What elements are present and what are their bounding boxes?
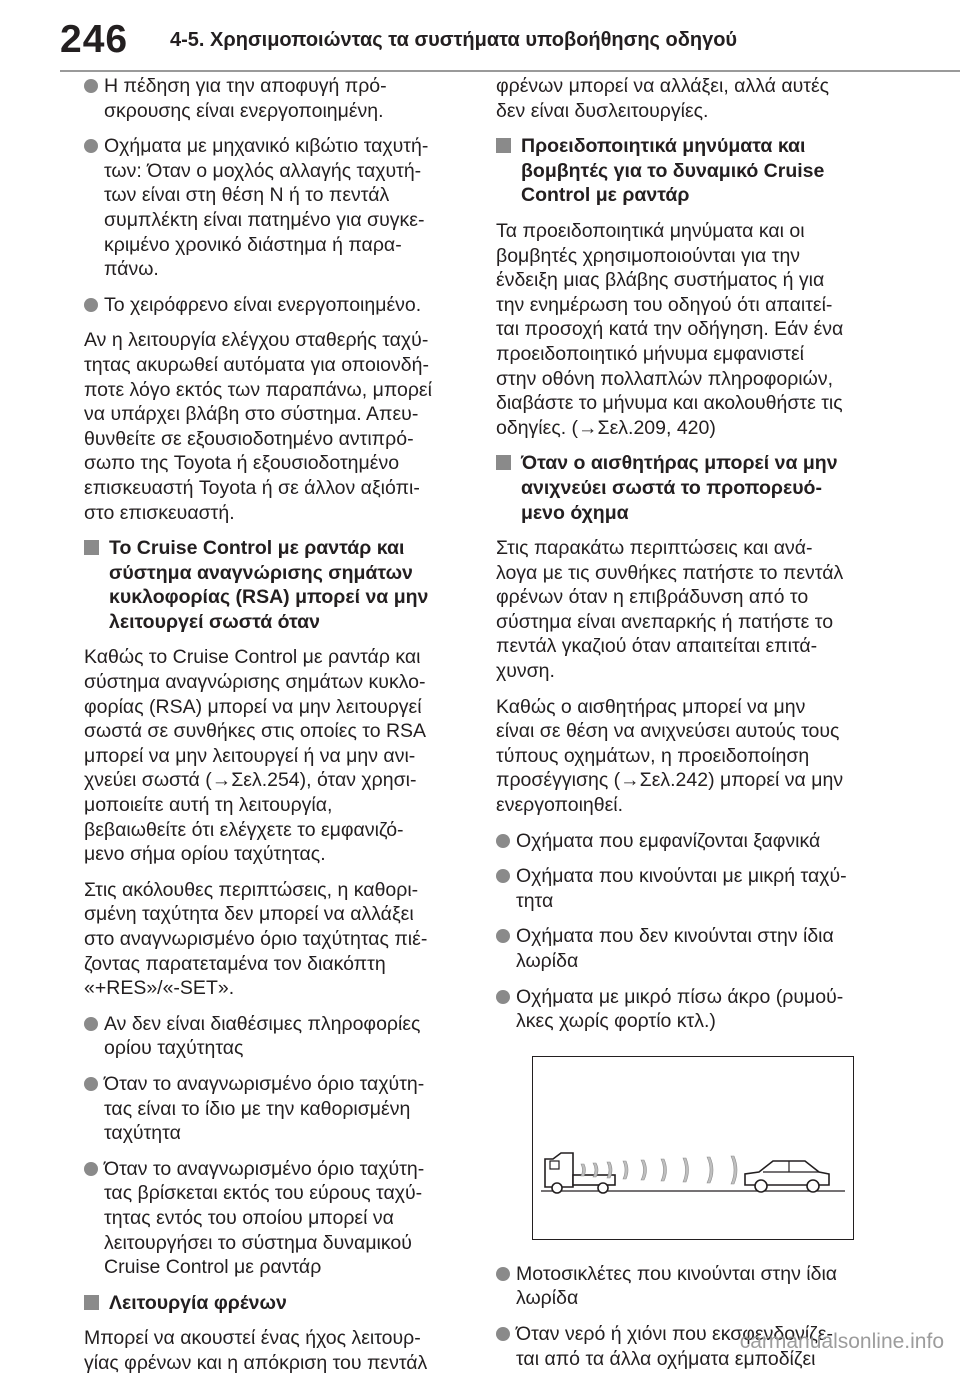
heading-brake-operation: Λειτουργία φρένων bbox=[84, 1291, 460, 1316]
paragraph-brake-sound: Μπορεί να ακουστεί ένας ήχος λειτουρ- γίας φρένων και η απόκριση του πεντάλ bbox=[84, 1327, 428, 1374]
paragraph-set-speed: Στις ακόλουθες περιπτώσεις, η καθορι- σμένη ταχύτητα δεν μπορεί να αλλάξει στο αναγνωρισμένο όριο ταχύτητας πιέ- ζοντας παρατεταμένα τον διακόπτη «+RES»/«-SET». bbox=[84, 878, 428, 1000]
paragraph-approach-warning: Καθώς ο αισθητήρας μπορεί να μην είναι σε θέση να ανιχνεύσει αυτούς τους τύπους οχημάτων, η προειδοποίηση προσέγγισης (→Σελ.242) μπορεί να μην ενεργοποιηθεί. bbox=[496, 695, 844, 817]
bullet-dot-icon bbox=[84, 1017, 98, 1031]
header-divider bbox=[60, 70, 960, 72]
heading-sensor-detection: Όταν ο αισθητήρας μπορεί να μην ανιχνεύει σωστά το προπορευό- μενο όχημα bbox=[496, 451, 872, 525]
heading-rsa: Το Cruise Control με ραντάρ και σύστημα αναγνώρισης σημάτων κυκλοφορίας (RSA) μπορεί να μην λειτουργεί σωστά όταν bbox=[84, 536, 460, 634]
bullet-item: Οχήματα που δεν κινούνται στην ίδια λωρίδα bbox=[496, 924, 872, 973]
heading-square-icon bbox=[84, 540, 99, 555]
bullet-item: Όταν το αναγνωρισμένο όριο ταχύτη- τας βρίσκεται εκτός του εύρους ταχύ- τητας εντός του οποίου μπορεί να λειτουργήσει το σύστημα δυναμικού Cruise Control με ραντάρ bbox=[84, 1157, 460, 1280]
bullet-list-bottom bbox=[496, 1262, 872, 1371]
left-column bbox=[84, 74, 460, 1387]
bullet-dot-icon bbox=[496, 834, 510, 848]
page-number: 246 bbox=[60, 18, 129, 61]
bullet-dot-icon bbox=[496, 1327, 510, 1341]
radar-illustration-icon bbox=[533, 1057, 853, 1239]
bullet-item: Όταν νερό ή χιόνι που εκσφενδονίζε- ται από τα άλλα οχήματα εμποδίζει bbox=[496, 1322, 872, 1371]
bullet-dot-icon bbox=[496, 869, 510, 883]
heading-square-icon bbox=[496, 138, 511, 153]
right-column bbox=[496, 74, 872, 1382]
bullet-item: Οχήματα που κινούνται με μικρή ταχύ- τητα bbox=[496, 864, 872, 913]
paragraph-malfunction: Αν η λειτουργία ελέγχου σταθερής ταχύ- τητας ακυρωθεί αυτόματα για οποιονδή- ποτε λόγο εκτός των παραπάνω, μπορεί να υπάρχει βλάβη στο σύστημα. Απευ- θυνθείτε σε εξουσιοδοτημένο αντιπρό- σωπο της Toyota ή εξουσιοδοτημένο επισκευαστή Toyota ή σε άλλον αξιόπι- στο επισκευαστή. bbox=[84, 329, 432, 524]
bullet-item: Η πέδηση για την αποφυγή πρό- σκρουσης είναι ενεργοποιημένη. bbox=[84, 74, 460, 123]
paragraph-rsa: Καθώς το Cruise Control με ραντάρ και σύστημα αναγνώρισης σημάτων κυκλο- φορίας (RSA) μπορεί να μην λειτουργεί σωστά σε συνθήκες στις οποίες το RSA μπορεί να μην λειτουργεί ή να μην ανι- χνεύει σωστά (→Σελ.254), όταν χρησι- μοποιείτε αυτή τη λειτουργία, βεβαιωθείτε ότι ελέγχετε το εμφανιζό- μενο σήμα ορίου ταχύτητας. bbox=[84, 646, 427, 866]
bullet-dot-icon bbox=[84, 79, 98, 93]
bullet-dot-icon bbox=[84, 139, 98, 153]
bullet-dot-icon bbox=[84, 1077, 98, 1091]
bullet-dot-icon bbox=[84, 298, 98, 312]
bullet-dot-icon bbox=[496, 1267, 510, 1281]
heading-square-icon bbox=[496, 455, 511, 470]
bullet-item: Οχήματα με μικρό πίσω άκρο (ρυμού- λκες χωρίς φορτίο κτλ.) bbox=[496, 985, 872, 1034]
bullet-item: Οχήματα που εμφανίζονται ξαφνικά bbox=[496, 829, 872, 854]
bullet-list-top bbox=[84, 74, 460, 317]
bullet-item: Όταν το αναγνωρισμένο όριο ταχύτη- τας είναι το ίδιο με την καθορισμένη ταχύτητα bbox=[84, 1072, 460, 1146]
paragraph-warning-messages: Τα προειδοποιητικά μηνύματα και οι βομβητές χρησιμοποιούνται για την ένδειξη μιας βλάβης συστήματος ή για την ενημέρωση του οδηγού ότι απαιτεί- ται προσοχή κατά την οδήγηση. Εάν ένα προειδοποιητικό μήνυμα εμφανιστεί στην οθόνη πολλαπλών πληροφοριών, διαβάστε το μήνυμα και ακολουθήστε τις οδηγίες. (→Σελ.209, 420) bbox=[496, 219, 844, 439]
truck-following-car-illustration bbox=[532, 1056, 854, 1240]
bullet-list-vehicles bbox=[496, 829, 872, 1034]
bullet-list-mid bbox=[84, 1012, 460, 1280]
heading-warning-messages: Προειδοποιητικά μηνύματα και βομβητές για το δυναμικό Cruise Control με ραντάρ bbox=[496, 134, 872, 208]
bullet-dot-icon bbox=[496, 929, 510, 943]
bullet-item: Οχήματα με μηχανικό κιβώτιο ταχυτή- των: Όταν ο μοχλός αλλαγής ταχυτή- των είναι στη θέση N ή το πεντάλ συμπλέκτη είναι πατημένο για συγκε- κριμένο χρονικό διάστημα ή παρα- πάνω. bbox=[84, 134, 460, 282]
bullet-dot-icon bbox=[496, 990, 510, 1004]
paragraph-brake-continued: φρένων μπορεί να αλλάξει, αλλά αυτές δεν είναι δυσλειτουργίες. bbox=[496, 75, 830, 122]
bullet-item: Μοτοσικλέτες που κινούνται στην ίδια λωρίδα bbox=[496, 1262, 872, 1311]
page-header bbox=[0, 0, 960, 70]
bullet-dot-icon bbox=[84, 1162, 98, 1176]
section-title: 4-5. Χρησιμοποιώντας τα συστήματα υποβοήθησης οδηγού bbox=[170, 29, 738, 51]
bullet-item: Αν δεν είναι διαθέσιμες πληροφορίες ορίου ταχύτητας bbox=[84, 1012, 460, 1061]
paragraph-sensor-cases: Στις παρακάτω περιπτώσεις και ανά- λογα με τις συνθήκες πατήστε το πεντάλ φρένων όταν η επιβράδυνση από το σύστημα είναι ανεπαρκής ή πατήστε το πεντάλ γκαζιού όταν απαιτείται επιτά- χυνση. bbox=[496, 537, 844, 683]
heading-square-icon bbox=[84, 1295, 99, 1310]
watermark-text: carmanualsonline.info bbox=[739, 1330, 944, 1353]
bullet-item: Το χειρόφρενο είναι ενεργοποιημένο. bbox=[84, 293, 460, 318]
